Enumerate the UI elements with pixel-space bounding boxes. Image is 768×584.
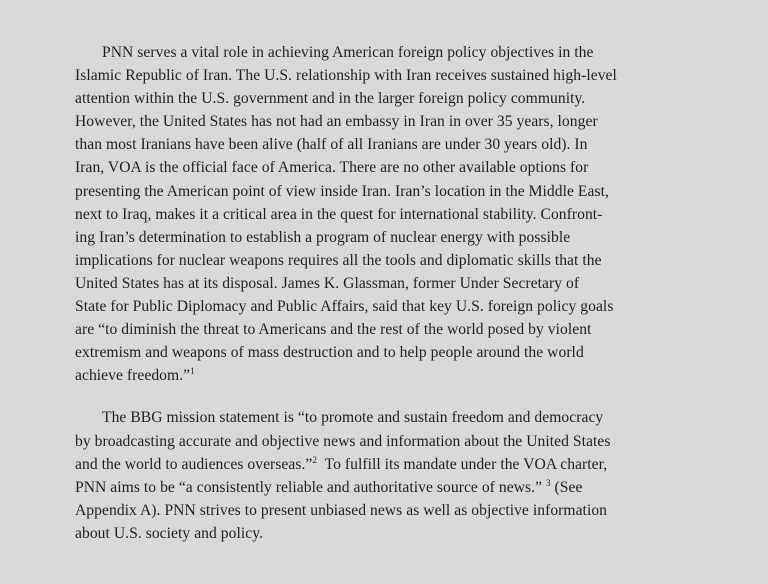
paragraph-line: ing Iran’s determination to establish a program of nuclear energy with possible bbox=[75, 228, 571, 246]
paragraph-bbg-mission bbox=[75, 406, 685, 545]
paragraph-line: about U.S. society and policy. bbox=[75, 524, 264, 542]
paragraph-line-text: and the world to audiences overseas.” bbox=[75, 455, 313, 473]
paragraph-line: Appendix A). PNN strives to present unbiased news as well as objective information bbox=[75, 501, 608, 519]
paragraph-line-text: To fulfill its mandate under the VOA charter, bbox=[316, 455, 608, 473]
paragraph-pnn-role bbox=[75, 41, 685, 387]
paragraph-line: Iran, VOA is the official face of America. There are no other available options for bbox=[75, 159, 589, 177]
paragraph-line: United States has at its disposal. James K. Glassman, former Under Secretary of bbox=[75, 274, 580, 292]
paragraph-line: next to Iraq, makes it a critical area in the quest for international stability. Confront- bbox=[75, 205, 603, 223]
paragraph-line-text: PNN aims to be “a consistently reliable and authoritative source of news.” bbox=[75, 478, 546, 496]
paragraph-line: by broadcasting accurate and objective news and information about the United States bbox=[75, 432, 611, 450]
body-text bbox=[75, 41, 685, 545]
paragraph-line: than most Iranians have been alive (half of all Iranians are under 30 years old). In bbox=[75, 136, 588, 154]
footnote-marker: 3 bbox=[546, 477, 551, 488]
paragraph-line: presenting the American point of view inside Iran. Iran’s location in the Middle East, bbox=[75, 182, 609, 200]
paragraph-line bbox=[75, 453, 685, 476]
footnote-marker: 1 bbox=[190, 366, 195, 377]
paragraph-line: The BBG mission statement is “to promote and sustain freedom and democracy bbox=[102, 409, 604, 427]
paragraph-line: Islamic Republic of Iran. The U.S. relationship with Iran receives sustained high-level bbox=[75, 67, 617, 85]
paragraph-line: implications for nuclear weapons requires all the tools and diplomatic skills that the bbox=[75, 251, 602, 269]
paragraph-line: However, the United States has not had an embassy in Iran in over 35 years, longer bbox=[75, 113, 598, 131]
paragraph-line: State for Public Diplomacy and Public Affairs, said that key U.S. foreign policy goals bbox=[75, 298, 614, 316]
paragraph-line bbox=[75, 476, 685, 499]
paragraph-line bbox=[75, 364, 685, 387]
footnote-marker: 2 bbox=[312, 454, 317, 465]
paragraph-line: extremism and weapons of mass destruction and to help people around the world bbox=[75, 344, 584, 362]
paragraph-line-text: (See bbox=[550, 478, 583, 496]
paragraph-line: attention within the U.S. government and in the larger foreign policy community. bbox=[75, 90, 586, 108]
paragraph-line: are “to diminish the threat to Americans and the rest of the world posed by violent bbox=[75, 321, 592, 339]
paragraph-line: PNN serves a vital role in achieving American foreign policy objectives in the bbox=[102, 44, 594, 61]
paragraph-line-text: achieve freedom.” bbox=[75, 367, 191, 385]
paragraph-gap bbox=[75, 387, 685, 406]
